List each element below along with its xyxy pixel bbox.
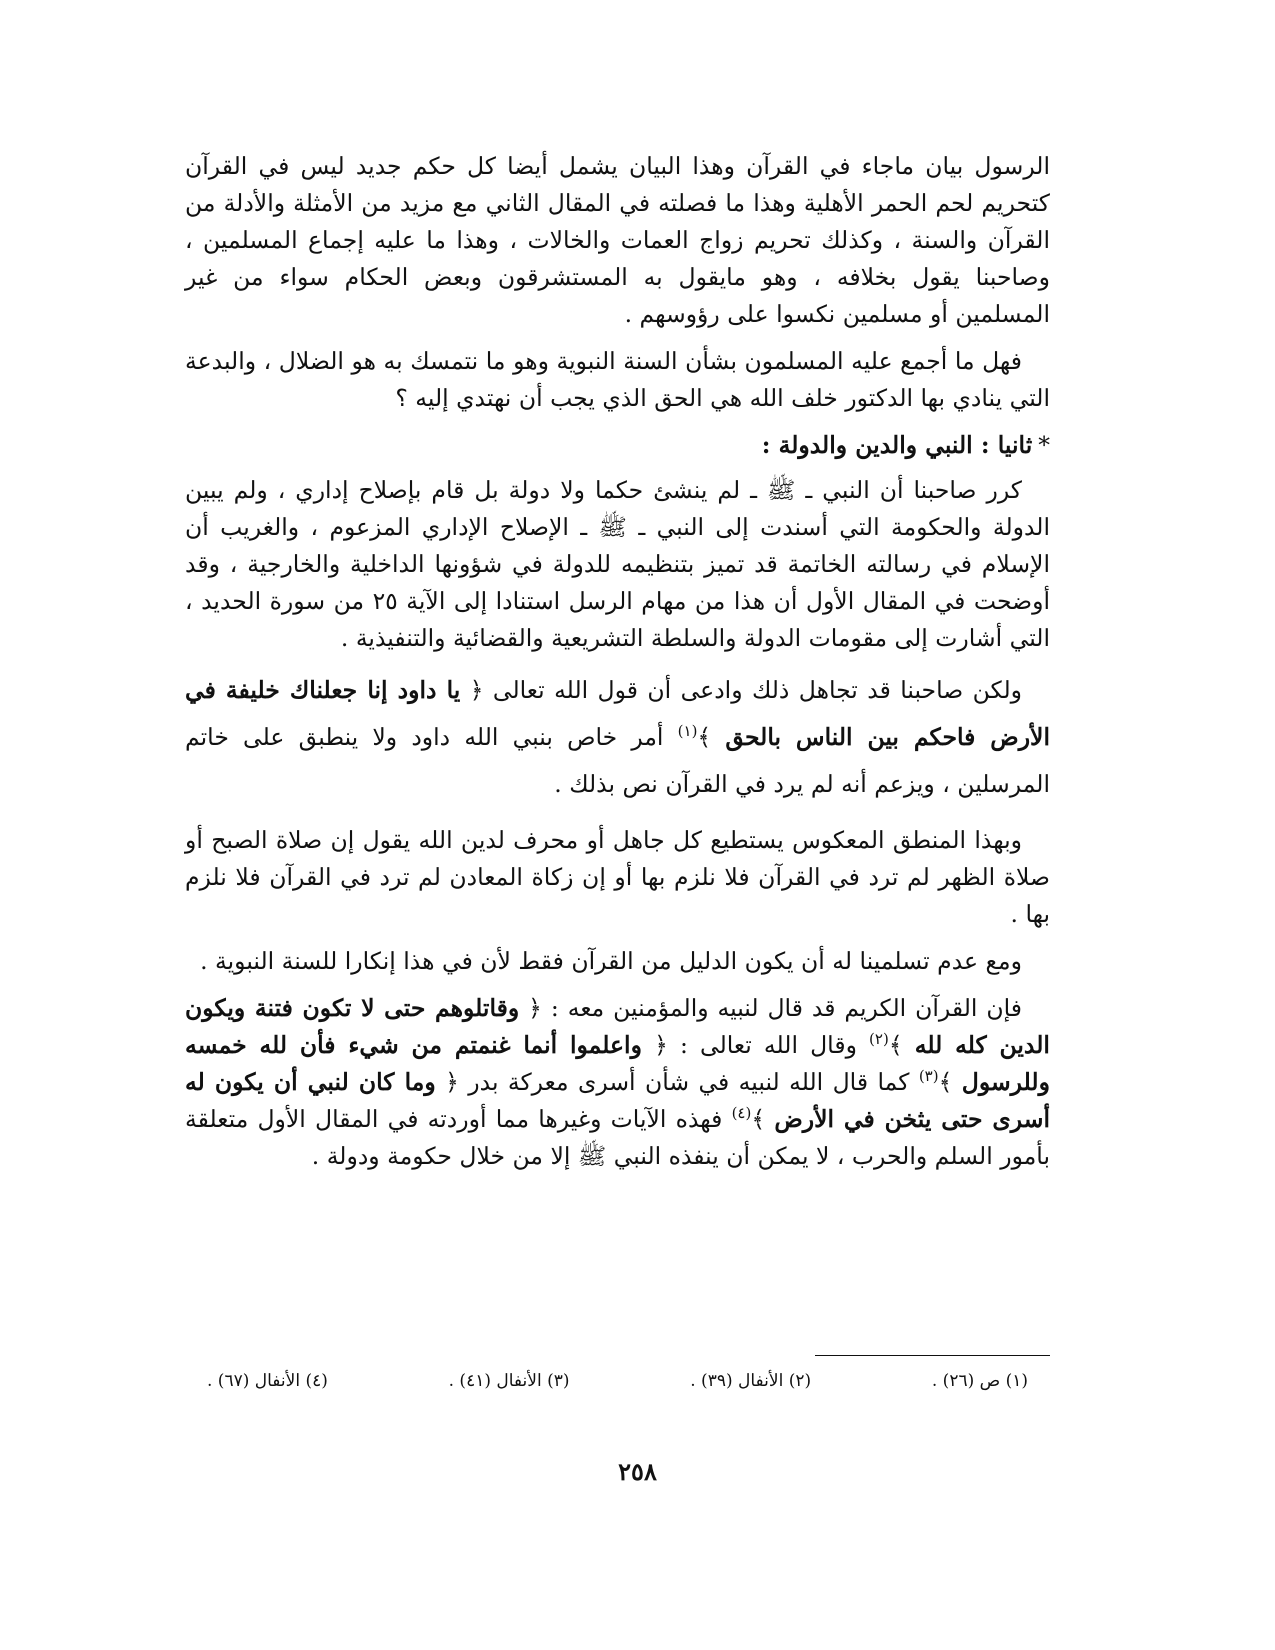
quran-bracket-close: ﴾: [888, 1031, 903, 1059]
paragraph-3: كرر صاحبنا أن النبي ـ ﷺ ـ لم ينشئ حكما ولا دولة بل قام بإصلاح إداري ، ولم يبين الدولة والحكومة التي أسندت إلى النبي ـ ﷺ ـ الإصلاح الإداري المزعوم ، والغريب أن الإسلام في رسالته الخاتمة قد تميز بتنظيمه للدولة في شؤونها الداخلية والخارجية ، وقد أوضحت في المقال الأول أن هذا من مهام الرسل استنادا إلى الآية ٢٥ من سورة الحديد ، التي أشارت إلى مقومات الدولة والسلطة التشريعية والقضائية والتنفيذية .: [185, 476, 1050, 652]
quran-verse: يا داود إنا جعلناك خليفة في الأرض فاحكم بين الناس بالحق: [185, 676, 1050, 751]
paragraph-4: [185, 667, 1050, 808]
paragraph-5: وبهذا المنطق المعكوس يستطيع كل جاهل أو محرف لدين الله يقول إن صلاة الصبح أو صلاة الظهر لم ترد في القرآن فلا نلزم بها أو إن زكاة المعادن لم ترد في القرآن فلا نلزم بها .: [185, 826, 1050, 928]
paragraph-1: الرسول بيان ماجاء في القرآن وهذا البيان يشمل أيضا كل حكم جديد ليس في القرآن كتحريم لحم الحمر الأهلية وهذا ما فصلته في المقال الثاني مع مزيد من الأمثلة والأدلة من القرآن والسنة ، وكذلك تحريم زواج العمات والخالات ، وهذا ما عليه إجماع المسلمين ، وصاحبنا يقول بخلافه ، وهو مايقول به المستشرقون وبعض الحكام سواء من غير المسلمين أو مسلمين نكسوا على رؤوسهم .: [185, 152, 1050, 328]
paragraph-7: [185, 990, 1050, 1175]
quran-bracket-open: ﴿: [654, 1031, 668, 1059]
quran-bracket-close: ﴾: [697, 723, 712, 751]
paragraph-7-intro: فإن القرآن الكريم قد قال لنبيه والمؤمنين معه :: [550, 994, 1022, 1022]
quran-bracket-open: ﴿: [469, 676, 484, 704]
quran-bracket-close: ﴾: [751, 1105, 766, 1133]
footnote-ref: (٢): [869, 1030, 889, 1049]
quran-bracket-open: ﴿: [528, 994, 542, 1022]
quran-verse: وما كان لنبي أن يكون له أسرى حتى يثخن في الأرض: [185, 1068, 1050, 1133]
footnote-ref: (٣): [918, 1067, 939, 1086]
section-heading: [185, 427, 1050, 464]
paragraph-7-mid-1: وقال الله تعالى :: [679, 1031, 857, 1059]
page-number: ٢٥٨: [618, 1457, 657, 1486]
paragraph-7-mid-2: كما قال الله لنبيه في شأن أسرى معركة بدر: [468, 1068, 910, 1096]
paragraph-4-intro: ولكن صاحبنا قد تجاهل ذلك وادعى أن قول الله تعالى: [492, 676, 1022, 704]
footnote-3: (٣) الأنفال (٤١) .: [448, 1371, 570, 1391]
paragraph-7-rest: فهذه الآيات وغيرها مما أوردته في المقال الأول متعلقة بأمور السلم والحرب ، لا يمكن أن ينفذه النبي ﷺ إلا من خلال حكومة ودولة .: [185, 1105, 1050, 1170]
footnote-ref: (٤): [731, 1104, 752, 1123]
paragraph-4-rest: أمر خاص بنبي الله داود ولا ينطبق على خاتم المرسلين ، ويزعم أنه لم يرد في القرآن نص بذلك .: [185, 723, 1050, 798]
paragraph-6: ومع عدم تسلمينا له أن يكون الدليل من القرآن فقط لأن في هذا إنكارا للسنة النبوية .: [200, 947, 1022, 975]
quran-bracket-open: ﴿: [445, 1068, 459, 1096]
footnotes: [185, 1368, 1050, 1394]
footnote-ref: (١): [677, 722, 698, 741]
heading-star: *: [1038, 431, 1050, 459]
quran-bracket-close: ﴾: [938, 1068, 953, 1096]
footnote-separator: [815, 1355, 1050, 1356]
body-text: [185, 148, 1050, 1185]
footnote-2: (٢) الأنفال (٣٩) .: [690, 1371, 812, 1391]
footnote-1: (١) ص (٢٦) .: [931, 1371, 1028, 1391]
footnote-4: (٤) الأنفال (٦٧) .: [207, 1371, 328, 1391]
quran-verse: واعلموا أنما غنمتم من شيء فأن لله خمسه وللرسول: [185, 1031, 1050, 1096]
quran-verse: وقاتلوهم حتى لا تكون فتنة ويكون الدين كله لله: [185, 994, 1050, 1059]
paragraph-2: فهل ما أجمع عليه المسلمون بشأن السنة النبوية وهو ما نتمسك به هو الضلال ، والبدعة التي ينادي بها الدكتور خلف الله هي الحق الذي يجب أن نهتدي إليه ؟: [185, 347, 1050, 412]
heading-text: ثانيا : النبي والدين والدولة :: [761, 431, 1033, 459]
